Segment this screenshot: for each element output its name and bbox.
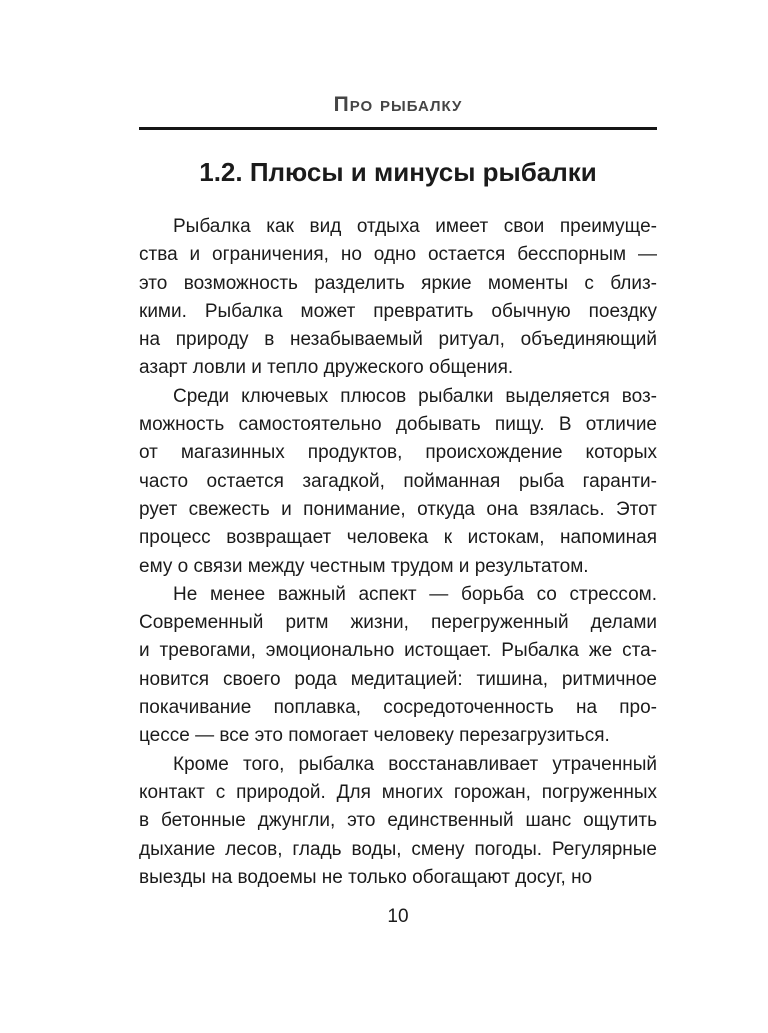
paragraph-line: контакт с природой. Для многих горожан, погруженных [139, 781, 657, 803]
paragraph-line: Рыбалка как вид отдыха имеет свои преимуще- [173, 216, 657, 237]
paragraph-line: Не менее важный аспект — борьба со стрессом. [173, 583, 657, 605]
paragraph-line: цессе — все это помогает человеку перезагрузиться. [139, 725, 610, 747]
paragraph-line: выезды на водоемы не только обогащают досуг, но [139, 866, 593, 888]
paragraph-line: можность самостоятельно добывать пищу. В отличие [139, 414, 657, 436]
page-number: 10 [387, 906, 409, 927]
paragraph-line: от магазинных продуктов, происхождение которых [139, 442, 657, 464]
paragraph [139, 213, 657, 383]
paragraph-line: процесс возвращает человека к истокам, напоминая [139, 527, 657, 549]
paragraph-line: ства и ограничения, но одно остается бесспорным — [139, 244, 657, 266]
paragraph-line: дыхание лесов, гладь воды, смену погоды. Регулярные [139, 838, 657, 860]
paragraph [139, 751, 657, 892]
paragraph-line: Кроме того, рыбалка восстанавливает утраченный [173, 753, 657, 775]
paragraph [139, 383, 657, 581]
header-rule-divider [139, 127, 657, 130]
paragraph-line: Современный ритм жизни, перегруженный делами [139, 612, 657, 634]
paragraph-line: ему о связи между честным трудом и результатом. [139, 555, 589, 577]
body-text [139, 213, 657, 892]
paragraph-line: часто остается загадкой, пойманная рыба гаранти- [139, 470, 657, 492]
paragraph-line: Среди ключевых плюсов рыбалки выделяется воз- [173, 385, 657, 407]
paragraph-line: в бетонные джунгли, это единственный шанс ощутить [139, 810, 657, 832]
paragraph-line: это возможность разделить яркие моменты с близ- [139, 272, 657, 294]
paragraph-line: и тревогами, эмоционально истощает. Рыбалка же ста- [139, 640, 657, 662]
running-header: Про рыбалку [333, 93, 463, 116]
chapter-title: 1.2. Плюсы и минусы рыбалки [199, 157, 597, 187]
paragraph-line: на природу в незабываемый ритуал, объединяющий [139, 329, 657, 351]
paragraph-line: новится своего рода медитацией: тишина, ритмичное [139, 668, 657, 690]
paragraph-line: кими. Рыбалка может превратить обычную поездку [139, 300, 657, 322]
paragraph-line: азарт ловли и тепло дружеского общения. [139, 357, 514, 379]
paragraph-line: рует свежесть и понимание, откуда она взялась. Этот [139, 498, 657, 520]
paragraph-line: покачивание поплавка, сосредоточенность на про- [139, 697, 657, 719]
paragraph [139, 581, 657, 751]
